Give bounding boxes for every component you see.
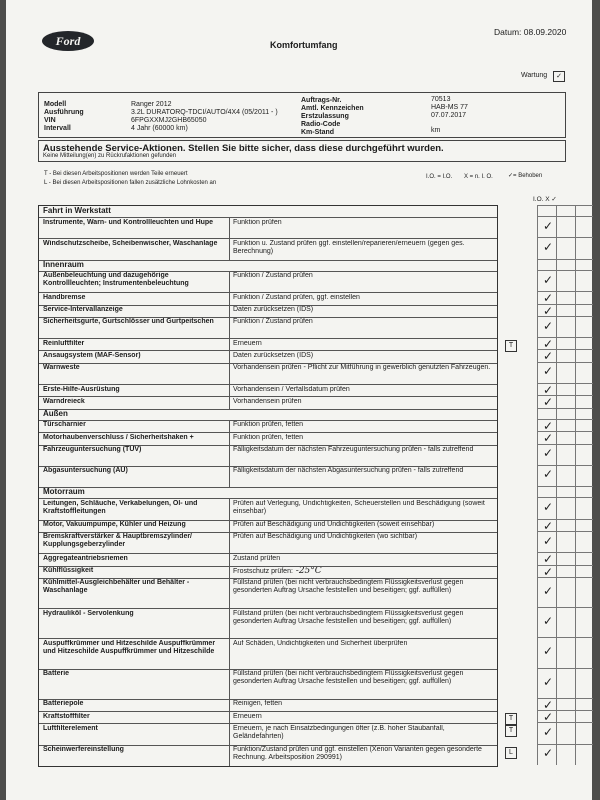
checklist-item-action: Prüfen auf Beschädigung und Undichtigkeiten (soweit einsehbar)	[233, 521, 435, 529]
section-heading: Außen	[43, 409, 68, 418]
check-column-divider	[556, 205, 557, 765]
checkmark[interactable]: ✓	[543, 533, 554, 548]
checklist-item-action: Funktion prüfen	[233, 218, 282, 226]
checklist-item-action: Funktion/Zustand prüfen und ggf. einstellen (Xenon Varianten gegen gesonderte Rechnung. Arbeitsposition 290991)	[233, 746, 482, 762]
checklist-item-label: Kraftstofffilter	[43, 712, 90, 720]
column-divider	[229, 432, 230, 444]
interval-label: Intervall	[44, 125, 71, 132]
checklist-item-label: Service-Intervallanzeige	[43, 306, 123, 314]
checklist-item-label: Batteriepole	[43, 700, 84, 708]
check-row-divider	[537, 722, 593, 723]
checklist-item-label: Luftfilterelement	[43, 724, 98, 732]
check-row-divider	[537, 270, 593, 271]
part-type-tag: T	[505, 340, 517, 352]
variant-label: Ausführung	[44, 109, 84, 116]
column-divider	[229, 305, 230, 317]
wartung-label: Wartung	[521, 72, 548, 79]
column-divider	[229, 723, 230, 744]
checkmark[interactable]: ✓	[543, 395, 554, 410]
checklist-item-label: Kühlflüssigkeit	[43, 567, 94, 575]
checklist-item-label: Auspuffkrümmer und Hitzeschilde Auspuffkrümmer und Hitzeschilde Auspuffkrümmer und Hitzeschilde	[43, 639, 216, 655]
checkmark[interactable]: ✓	[543, 518, 554, 533]
checklist-item-action: Vorhandensein prüfen	[233, 397, 302, 405]
column-divider	[229, 350, 230, 362]
model-value: Ranger 2012	[131, 101, 172, 108]
checklist-item-action: Funktion / Zustand prüfen	[233, 272, 313, 280]
recall-note: Keine Mitteilung(en) zu Rückrufaktionen gefunden	[43, 153, 177, 159]
checklist-item-label: Hydrauliköl - Servolenkung	[43, 609, 134, 617]
variant-value: 3.2L DURATORQ-TDCI/AUTO/4X4 (05/2011 - )	[131, 109, 278, 116]
check-row-divider	[537, 744, 593, 745]
checklist-item-action: Auf Schäden, Undichtigkeiten und Sicherheit überprüfen	[233, 639, 408, 647]
checkmark[interactable]: ✓	[543, 318, 554, 333]
check-column-divider	[575, 205, 576, 765]
checklist-item-action: Daten zurücksetzen (IDS)	[233, 351, 314, 359]
checklist-table	[38, 205, 514, 767]
check-row-divider	[537, 577, 593, 578]
checklist-item-label: Warndreieck	[43, 397, 85, 405]
checklist-item-label: Bremskraftverstärker & Hauptbremszylinder/ Kupplungsgeberzylinder	[43, 533, 193, 549]
checklist-item-action: Frostschutz prüfen: -25°C	[233, 567, 322, 577]
checklist-item-label: Windschutzscheibe, Scheibenwischer, Waschanlage	[43, 239, 218, 247]
ford-logo: Ford	[42, 31, 94, 51]
checklist-item-label: Türscharnier	[43, 421, 86, 429]
row-divider	[39, 487, 497, 488]
column-divider	[229, 466, 230, 487]
checklist-item-label: Handbremse	[43, 293, 86, 301]
checklist-item-label: Fahrzeuguntersuchung (TÜV)	[43, 446, 142, 454]
checkmark[interactable]: ✓	[543, 552, 554, 567]
checklist-item-action: Fälligkeitsdatum der nächsten Abgasuntersuchung prüfen - falls zutreffend	[233, 467, 464, 475]
checklist-item-action: Funktion u. Zustand prüfen ggf. einstellen/reparieren/erneuern (gegen ges. Berechnung)	[233, 239, 465, 255]
checkmark[interactable]: ✓	[543, 364, 554, 379]
column-divider	[229, 271, 230, 292]
checkmark[interactable]: ✓	[543, 431, 554, 446]
column-divider	[229, 363, 230, 384]
checklist-item-action: Prüfen auf Beschädigung und Undichtigkeiten (wo sichtbar)	[233, 533, 418, 541]
check-row-divider	[537, 237, 593, 238]
checklist-item-action: Zustand prüfen	[233, 554, 281, 562]
service-actions-heading: Ausstehende Service-Aktionen. Stellen Sie bitte sicher, dass diese durchgeführt wurden.	[43, 143, 444, 154]
check-row-divider	[537, 362, 593, 363]
interval-value: 4 Jahr (60000 km)	[131, 125, 188, 132]
checklist-item-label: Motorhaubenverschluss / Sicherheitshaken +	[43, 433, 194, 441]
check-row-divider	[537, 408, 593, 409]
check-row-divider	[537, 637, 593, 638]
column-divider	[229, 445, 230, 466]
legend-l: L - Bei diesen Arbeitspositionen fallen zusätzliche Lohnkosten an	[44, 180, 217, 186]
column-divider	[229, 566, 230, 578]
row-divider	[39, 409, 497, 410]
checklist-item-label: Abgasuntersuchung (AU)	[43, 467, 128, 475]
checkmark[interactable]: ✓	[543, 383, 554, 398]
row-divider	[39, 260, 497, 261]
checklist-item-label: Motor, Vakuumpumpe, Kühler und Heizung	[43, 521, 186, 529]
checklist-item-action: Füllstand prüfen (bei nicht verbrauchsbedingtem Flüssigkeitsverlust gegen gesonderten Auftrag Ursache feststellen und beseitigen; ggf. auffüllen)	[233, 670, 464, 686]
column-divider	[229, 532, 230, 553]
column-divider	[229, 317, 230, 338]
service-actions-box	[38, 140, 566, 162]
checkmark[interactable]: ✓	[543, 614, 554, 629]
checkmark[interactable]: ✓	[543, 644, 554, 659]
checklist-item-label: Leitungen, Schläuche, Verkabelungen, Öl- und Kraftstoffleitungen	[43, 499, 198, 515]
checklist-item-action: Füllstand prüfen (bei nicht verbrauchsbedingtem Flüssigkeitsverlust gegen gesonderten Auftrag Ursache feststellen und beseitigen; ggf. auffüllen)	[233, 579, 464, 595]
checklist-item-action: Erneuern	[233, 339, 262, 347]
checklist-item-label: Aggregateantriebsriemen	[43, 554, 128, 562]
column-divider	[229, 553, 230, 565]
checkmark[interactable]: ✓	[543, 499, 554, 514]
checkmark[interactable]: ✓	[543, 272, 554, 287]
column-divider	[229, 384, 230, 396]
checklist-item-label: Erste-Hilfe-Ausrüstung	[43, 385, 120, 393]
column-divider	[229, 711, 230, 723]
column-divider	[229, 238, 230, 259]
column-divider	[229, 745, 230, 766]
handwritten-temperature: -25°C	[292, 567, 322, 577]
column-divider	[229, 699, 230, 711]
date-label: Datum: 08.09.2020	[494, 27, 567, 37]
checkmark[interactable]: ✓	[543, 710, 554, 725]
part-type-tag: L	[505, 747, 517, 759]
check-row-divider	[537, 205, 593, 206]
check-row-divider	[537, 607, 593, 608]
wartung-checkbox[interactable]: ✓	[553, 71, 565, 82]
vin-label: VIN	[44, 117, 56, 124]
checkmark[interactable]: ✓	[543, 725, 554, 740]
checklist-item-action: Erneuern, je nach Einsatzbedingungen öfter (z.B. hoher Staubanfall, Geländefahrten)	[233, 724, 445, 740]
check-row-divider	[537, 668, 593, 669]
checkmark[interactable]: ✓	[543, 349, 554, 364]
first-registration-label: Erstzulassung	[301, 113, 349, 120]
checkmark[interactable]: ✓	[543, 697, 554, 712]
checkmark[interactable]: ✓	[543, 240, 554, 255]
checklist-item-action: Reinigen, fetten	[233, 700, 283, 708]
checklist-item-action: Füllstand prüfen (bei nicht verbrauchsbedingtem Flüssigkeitsverlust gegen gesonderten Auftrag Ursache feststellen und beseitigen; ggf. auffüllen)	[233, 609, 464, 625]
check-column-header: I.O. X ✓	[533, 196, 557, 203]
column-divider	[229, 520, 230, 532]
column-divider	[229, 669, 230, 699]
plate-value: HAB-MS 77	[431, 104, 468, 111]
checklist-item-label: Reinluftfilter	[43, 339, 85, 347]
legend-t: T - Bei diesen Arbeitspositionen werden Teile erneuert	[44, 171, 188, 177]
model-label: Modell	[44, 101, 67, 108]
checklist-item-action: Funktion / Zustand prüfen	[233, 318, 313, 326]
order-number-label: Auftrags-Nr.	[301, 97, 342, 104]
check-row-divider	[537, 216, 593, 217]
section-heading: Innenraum	[43, 260, 84, 269]
checklist-item-action: Prüfen auf Verlegung, Undichtigkeiten, Scheuerstellen und Beschädigung (soweit einsehbar)	[233, 499, 485, 515]
checkmark[interactable]: ✓	[543, 446, 554, 461]
checkmark[interactable]: ✓	[543, 746, 554, 761]
plate-label: Amtl. Kennzeichen	[301, 105, 364, 112]
column-divider	[229, 420, 230, 432]
checkmark[interactable]: ✓	[543, 674, 554, 689]
column-divider	[229, 396, 230, 408]
mileage-value: km	[431, 127, 441, 134]
checkmark[interactable]: ✓	[543, 218, 554, 233]
check-row-divider	[537, 465, 593, 466]
mileage-label: Km-Stand	[301, 129, 335, 136]
column-divider	[229, 638, 230, 668]
checkmark[interactable]: ✓	[543, 564, 554, 579]
column-divider	[229, 338, 230, 350]
column-divider	[229, 578, 230, 608]
radio-code-label: Radio-Code	[301, 121, 341, 128]
checklist-item-action: Funktion prüfen, fetten	[233, 421, 304, 429]
check-column-divider	[537, 205, 538, 765]
legend-io: I.O. = I.O.	[426, 174, 453, 180]
section-heading: Fahrt in Werkstatt	[43, 207, 111, 215]
checklist-item-action: Funktion / Zustand prüfen, ggf. einstellen	[233, 293, 360, 301]
column-divider	[229, 498, 230, 519]
page-title: Komfortumfang	[270, 40, 338, 50]
checklist-item-action: Erneuern	[233, 712, 262, 720]
check-column	[537, 205, 593, 765]
checklist-item-action: Vorhandensein prüfen - Pflicht zur Mitführung in gewerblich genutzten Fahrzeugen.	[233, 364, 491, 372]
check-row-divider	[537, 316, 593, 317]
part-type-tag: T	[505, 713, 517, 725]
check-row-divider	[537, 259, 593, 260]
check-row-divider	[537, 497, 593, 498]
checkmark[interactable]: ✓	[543, 583, 554, 598]
vin-value: 6FPGXXMJ2GHB65050	[131, 117, 207, 124]
checklist-item-label: Außenbeleuchtung und dazugehörige Kontrollleuchten; Instrumentenbeleuchtung	[43, 272, 189, 288]
checkmark[interactable]: ✓	[543, 303, 554, 318]
section-heading: Motorraum	[43, 488, 85, 497]
checklist-item-action: Daten zurücksetzen (IDS)	[233, 306, 314, 314]
column-divider	[229, 608, 230, 638]
checklist-item-label: Ansaugsystem (MAF-Sensor)	[43, 351, 141, 359]
order-number-value: 70513	[431, 96, 451, 103]
part-type-tag: T	[505, 725, 517, 737]
legend-x: X = n. I. O.	[464, 174, 493, 180]
checklist-item-label: Instrumente, Warn- und Kontrollleuchten und Hupe	[43, 218, 214, 226]
checkmark[interactable]: ✓	[543, 337, 554, 352]
checkmark[interactable]: ✓	[543, 467, 554, 482]
checklist-item-action: Vorhandensein / Verfallsdatum prüfen	[233, 385, 350, 393]
checklist-item-label: Batterie	[43, 670, 70, 678]
column-divider	[229, 292, 230, 304]
legend-fixed: ✓= Behoben	[508, 173, 543, 179]
checkmark[interactable]: ✓	[543, 291, 554, 306]
checklist-item-action: Funktion prüfen, fetten	[233, 433, 304, 441]
vehicle-info-box	[38, 92, 566, 138]
check-row-divider	[537, 444, 593, 445]
checklist-item-action: Fälligkeitsdatum der nächsten Fahrzeuguntersuchung prüfen - falls zutreffend	[233, 446, 474, 454]
checklist-item-label: Kühlmittel-Ausgleichbehälter und Behälter - Waschanlage	[43, 579, 190, 595]
check-row-divider	[537, 486, 593, 487]
checklist-item-label: Warnweste	[43, 364, 80, 372]
checklist-item-label: Sicherheitsgurte, Gurtschlösser und Gurtpeitschen	[43, 318, 214, 326]
checklist-item-label: Scheinwerfereinstellung	[43, 746, 124, 754]
first-registration-value: 07.07.2017	[431, 112, 467, 119]
column-divider	[229, 217, 230, 238]
check-row-divider	[537, 531, 593, 532]
service-sheet	[6, 0, 592, 800]
checkmark[interactable]: ✓	[543, 418, 554, 433]
